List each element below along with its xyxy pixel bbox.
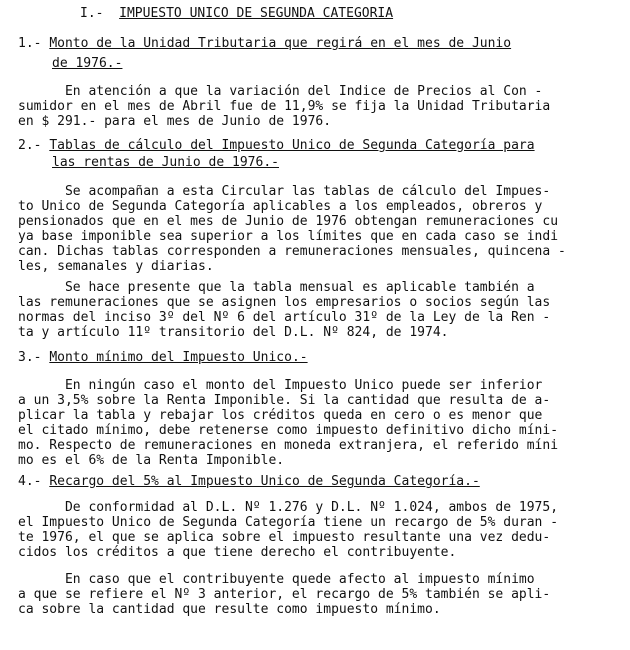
page-title: [80, 6, 393, 21]
text-line: el citado mínimo, debe retenerse como impuesto definitivo dicho míni-: [18, 423, 559, 438]
section-2-paragraph-2: [18, 280, 618, 340]
section-4-paragraph-1: [18, 500, 618, 560]
section-1-heading-line1: Monto de la Unidad Tributaria que regirá en el mes de Junio: [49, 36, 512, 51]
section-2-heading-line2: las rentas de Junio de 1976.-: [52, 155, 279, 170]
text-line: De conformidad al D.L. Nº 1.276 y D.L. Nº 1.024, ambos de 1975,: [18, 500, 559, 515]
section-4-paragraph-2: [18, 572, 618, 617]
text-line: sumidor en el mes de Abril fue de 11,9% se fija la Unidad Tributaria: [18, 99, 551, 114]
section-2-paragraph-1: [18, 184, 618, 274]
text-line: mo. Respecto de remuneraciones en moneda extranjera, el referido míni: [18, 438, 559, 453]
text-line: En atención a que la variación del Indice de Precios al Con -: [18, 84, 543, 99]
text-line: les, semanales y diarias.: [18, 259, 214, 274]
text-line: plicar la tabla y rebajar los créditos queda en cero o es menor que: [18, 408, 543, 423]
text-line: ya base imponible sea superior a los límites que en cada caso se indi: [18, 229, 559, 244]
text-line: pensionados que en el mes de Junio de 1976 obtengan remuneraciones cu: [18, 214, 559, 229]
section-4-heading-text: Recargo del 5% al Impuesto Unico de Segunda Categoría.-: [49, 474, 480, 489]
section-1-number: 1.-: [18, 36, 42, 51]
text-line: normas del inciso 3º del Nº 6 del artículo 31º de la Ley de la Ren -: [18, 310, 551, 325]
section-2-number: 2.-: [18, 138, 42, 153]
section-3-paragraph-1: [18, 378, 618, 468]
text-line: Se hace presente que la tabla mensual es aplicable también a: [18, 280, 535, 295]
text-line: can. Dichas tablas corresponden a remuneraciones mensuales, quincena -: [18, 244, 566, 259]
section-2-heading: [18, 138, 535, 153]
text-line: ca sobre la cantidad que resulte como impuesto mínimo.: [18, 602, 441, 617]
section-3-heading-text: Monto mínimo del Impuesto Unico.-: [49, 350, 308, 365]
section-1-heading-line2: de 1976.-: [52, 56, 123, 71]
section-2-heading-line1: Tablas de cálculo del Impuesto Unico de Segunda Categoría para: [49, 138, 535, 153]
text-line: en $ 291.- para el mes de Junio de 1976.: [18, 114, 332, 129]
text-line: el Impuesto Unico de Segunda Categoría tiene un recargo de 5% duran -: [18, 515, 559, 530]
text-line: mo es el 6% de la Renta Imponible.: [18, 453, 285, 468]
title-text: IMPUESTO UNICO DE SEGUNDA CATEGORIA: [119, 6, 394, 21]
text-line: a un 3,5% sobre la Renta Imponible. Si la cantidad que resulta de a-: [18, 393, 551, 408]
text-line: te 1976, el que se aplica sobre el impuesto resultante una vez dedu-: [18, 530, 551, 545]
title-number: I.-: [80, 6, 104, 21]
text-line: las remuneraciones que se asignen los empresarios o socios según las: [18, 295, 551, 310]
text-line: En caso que el contribuyente quede afecto al impuesto mínimo: [18, 572, 535, 587]
text-line: to Unico de Segunda Categoría aplicables a los empleados, obreros y: [18, 199, 543, 214]
text-line: a que se refiere el Nº 3 anterior, el recargo de 5% también se apli-: [18, 587, 551, 602]
section-3-heading: [18, 350, 308, 365]
text-line: Se acompañan a esta Circular las tablas de cálculo del Impues-: [18, 184, 551, 199]
text-line: cidos los créditos a que tiene derecho el contribuyente.: [18, 545, 457, 560]
section-4-number: 4.-: [18, 474, 42, 489]
section-4-heading: [18, 474, 480, 489]
section-1-heading: [18, 36, 511, 51]
section-1-paragraph-1: [18, 84, 618, 129]
text-line: En ningún caso el monto del Impuesto Unico puede ser inferior: [18, 378, 543, 393]
text-line: ta y artículo 11º transitorio del D.L. Nº 824, de 1974.: [18, 325, 449, 340]
section-3-number: 3.-: [18, 350, 42, 365]
